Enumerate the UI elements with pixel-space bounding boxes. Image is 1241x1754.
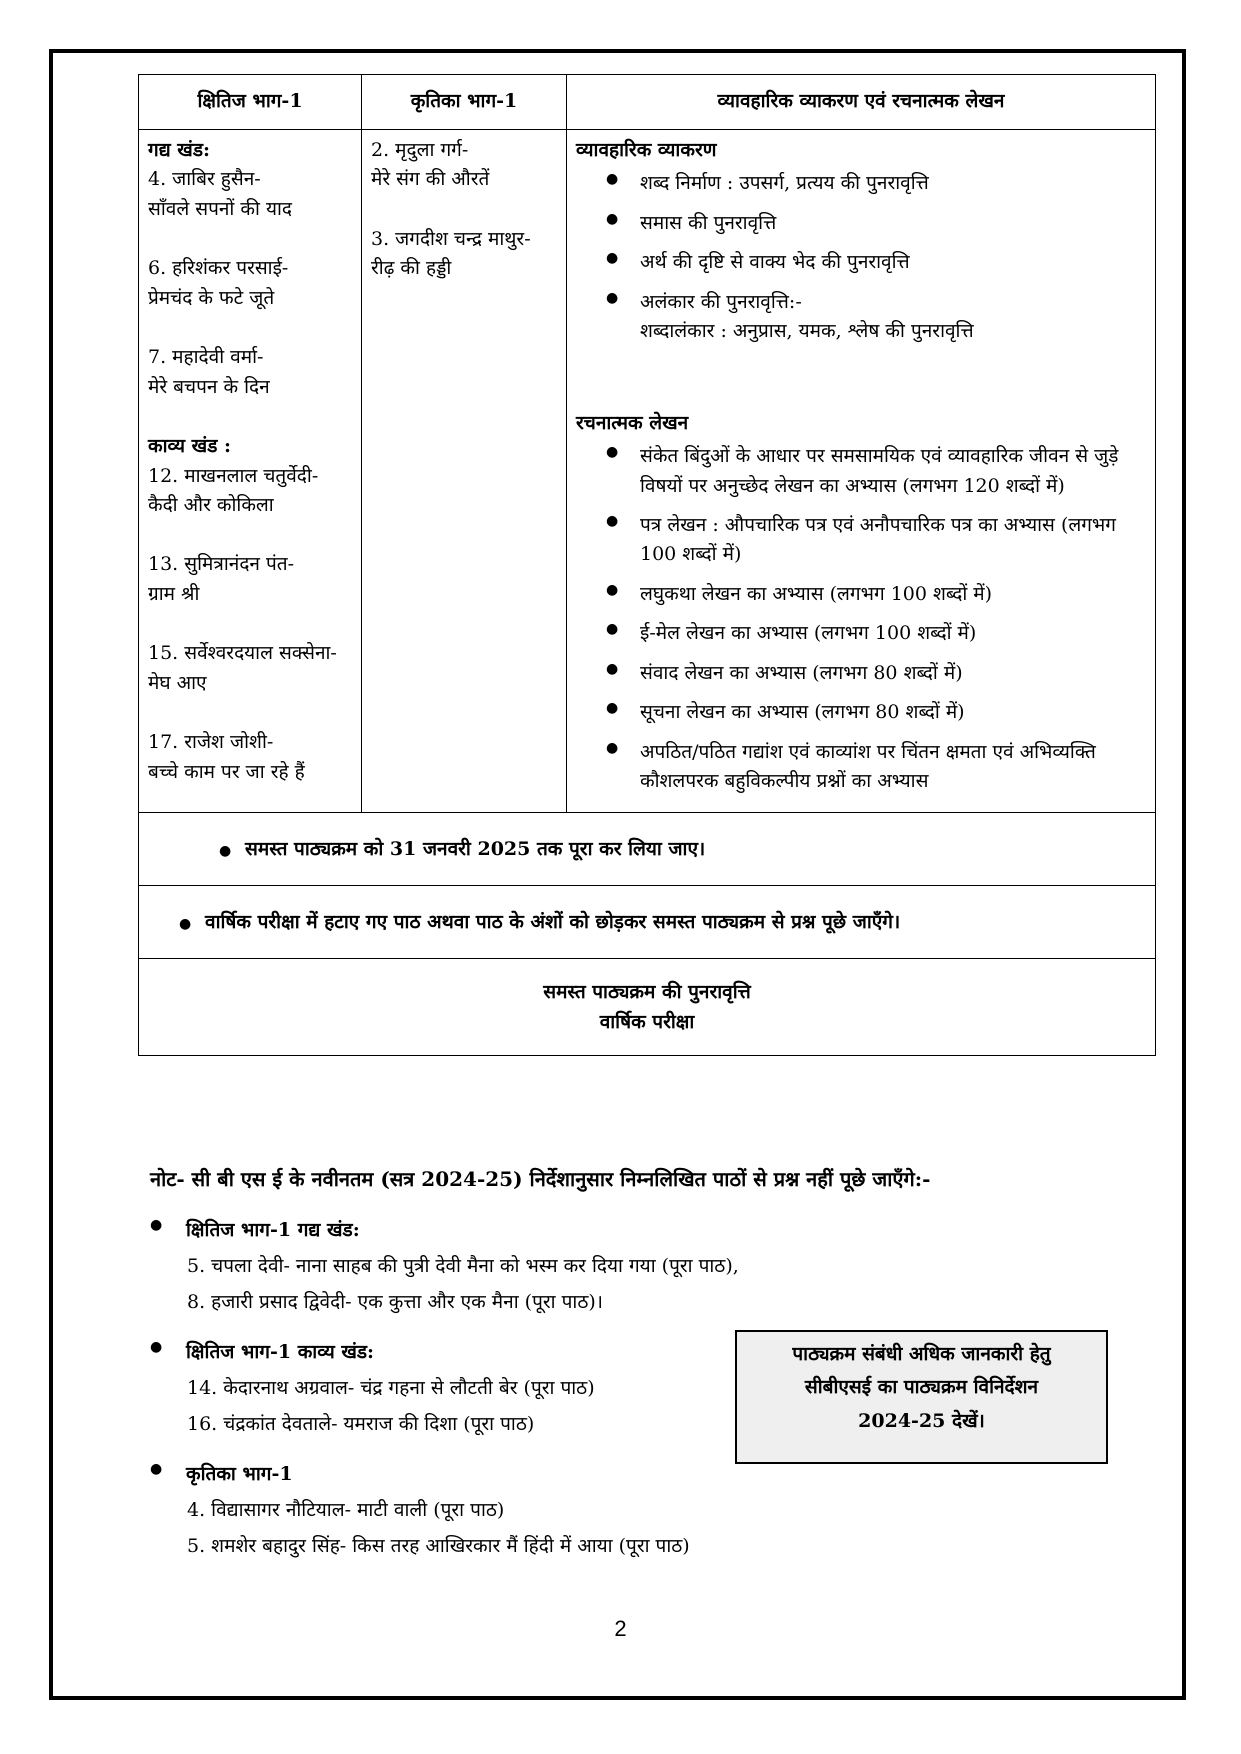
annual-exam-text: वार्षिक परीक्षा (599, 1011, 695, 1034)
exam-row (139, 886, 1156, 959)
lesson-title: मेरे बचपन के दिन (148, 375, 270, 398)
info-line: 2024-25 देखें। (858, 1409, 985, 1432)
list-item: ● समास की पुनरावृत्ति (640, 209, 1146, 238)
lesson-author: 7. महादेवी वर्मा- (148, 346, 264, 369)
lesson-title: मेरे संग की औरतें (371, 168, 490, 191)
list-item: ● ई-मेल लेखन का अभ्यास (लगभग 100 शब्दों में) (640, 619, 1146, 648)
table-header-row (139, 75, 1156, 130)
exam-cell: ● वार्षिक परीक्षा में हटाए गए पाठ अथवा पाठ के अंशों को छोड़कर समस्त पाठ्यक्रम से प्रश्न पूछे जाएँगे। (139, 886, 1156, 959)
excluded-item: 14. केदारनाथ अग्रवाल- चंद्र गहना से लौटती बेर (पूरा पाठ) (187, 1377, 595, 1400)
lesson-author: 17. राजेश जोशी- (148, 731, 274, 754)
info-line: सीबीएसई का पाठ्यक्रम विनिर्देशन (804, 1376, 1039, 1399)
grammar-label: व्यावहारिक व्याकरण (576, 139, 717, 161)
kshitij-cell (139, 130, 362, 813)
excluded-group-3 (150, 1456, 690, 1564)
alankar-detail: शब्दालंकार : अनुप्रास, यमक, श्लेष की पुनरावृत्ति (640, 320, 974, 343)
excluded-item: 8. हजारी प्रसाद द्विवेदी- एक कुत्ता और एक मैना (पूरा पाठ)। (187, 1291, 603, 1314)
lesson-title: रीढ़ की हड्डी (371, 257, 452, 280)
lesson-author: 4. जाबिर हुसैन- (148, 168, 261, 191)
note-heading: नोट- सी बी एस ई के नवीनतम (सत्र 2024-25) निर्देशानुसार निम्नलिखित पाठों से प्रश्न नहीं पूछे जाएँगे:- (150, 1167, 931, 1191)
list-item: ● संकेत बिंदुओं के आधार पर समसामयिक एवं व्यावहारिक जीवन से जुड़े विषयों पर अनुच्छेद लेखन का अभ्यास (लगभग 120 शब्दों में) (640, 442, 1146, 501)
excluded-item: 16. चंद्रकांत देवताले- यमराज की दिशा (पूरा पाठ) (187, 1413, 535, 1436)
complete-cell: ● समस्त पाठ्यक्रम को 31 जनवरी 2025 तक पूरा कर लिया जाए। (139, 813, 1156, 886)
list-item: ● शब्द निर्माण : उपसर्ग, प्रत्यय की पुनरावृत्ति (640, 169, 1146, 198)
revision-text: समस्त पाठ्यक्रम की पुनरावृत्ति (543, 981, 751, 1004)
complete-text: समस्त पाठ्यक्रम को 31 जनवरी 2025 तक पूरा कर लिया जाए। (245, 837, 706, 860)
gadya-label: गद्य खंड: (148, 139, 211, 161)
lesson-author: 6. हरिशंकर परसाई- (148, 257, 289, 280)
excluded-item: 5. चपला देवी- नाना साहब की पुत्री देवी मैना को भस्म कर दिया गया (पूरा पाठ), (187, 1255, 739, 1278)
group-label: ● कृतिका भाग-1 (150, 1456, 690, 1492)
writing-label: रचनात्मक लेखन (576, 411, 689, 434)
info-line: पाठ्यक्रम संबंधी अधिक जानकारी हेतु (792, 1343, 1051, 1365)
excluded-item: 4. विद्यासागर नौटियाल- माटी वाली (पूरा पाठ) (187, 1499, 505, 1522)
lesson-title: बच्चे काम पर जा रहे हैं (148, 760, 305, 783)
lesson-author: 12. माखनलाल चतुर्वेदी- (148, 464, 319, 487)
lesson-title: प्रेमचंद के फटे जूते (148, 286, 275, 309)
header-grammar-writing: व्यावहारिक व्याकरण एवं रचनात्मक लेखन (567, 75, 1156, 130)
info-box (735, 1330, 1108, 1464)
excluded-group-1 (150, 1212, 739, 1320)
lesson-title: ग्राम श्री (148, 582, 200, 605)
exam-text: वार्षिक परीक्षा में हटाए गए पाठ अथवा पाठ के अंशों को छोड़कर समस्त पाठ्यक्रम से प्रश्न पूछे जाएँगे। (205, 910, 901, 933)
header-kritika: कृतिका भाग-1 (362, 75, 567, 130)
list-item: ● लघुकथा लेखन का अभ्यास (लगभग 100 शब्दों में) (640, 580, 1146, 609)
lesson-author: 2. मृदुला गर्ग- (371, 139, 469, 161)
lesson-title: मेघ आए (148, 671, 207, 694)
grammar-list (576, 169, 1146, 346)
group-label: ● क्षितिज भाग-1 काव्य खंड: (150, 1334, 595, 1370)
excluded-item: 5. शमशेर बहादुर सिंह- किस तरह आखिरकार मैं हिंदी में आया (पूरा पाठ) (187, 1535, 690, 1558)
list-item: ● अर्थ की दृष्टि से वाक्य भेद की पुनरावृत्ति (640, 248, 1146, 277)
writing-list (576, 442, 1146, 796)
lesson-title: साँवले सपनों की याद (148, 197, 292, 220)
kritika-cell (362, 130, 567, 813)
table-content-row (139, 130, 1156, 813)
page-number: 2 (614, 1616, 627, 1641)
final-row (139, 959, 1156, 1056)
header-kshitij: क्षितिज भाग-1 (139, 75, 362, 130)
kavya-label: काव्य खंड : (148, 435, 231, 458)
lesson-title: कैदी और कोकिला (148, 493, 274, 516)
list-item: ● पत्र लेखन : औपचारिक पत्र एवं अनौपचारिक पत्र का अभ्यास (लगभग 100 शब्दों में) (640, 511, 1146, 570)
lesson-author: 3. जगदीश चन्द्र माथुर- (371, 227, 531, 250)
complete-row (139, 813, 1156, 886)
list-item: ● संवाद लेखन का अभ्यास (लगभग 80 शब्दों में) (640, 659, 1146, 688)
lesson-author: 13. सुमित्रानंदन पंत- (148, 553, 295, 576)
list-item: ● अपठित/पठित गद्यांश एवं काव्यांश पर चिंतन क्षमता एवं अभिव्यक्ति कौशलपरक बहुविकल्पीय प्रश्नों का अभ्यास (640, 738, 1146, 797)
list-item (640, 288, 1146, 347)
lesson-author: 15. सर्वेश्वरदयाल सक्सेना- (148, 642, 337, 665)
list-item: ● सूचना लेखन का अभ्यास (लगभग 80 शब्दों में) (640, 698, 1146, 727)
alankar-heading: ● अलंकार की पुनरावृत्ति:- (640, 290, 802, 313)
syllabus-table (138, 74, 1156, 1056)
group-label: ● क्षितिज भाग-1 गद्य खंड: (150, 1212, 739, 1248)
final-cell (139, 959, 1156, 1056)
excluded-group-2 (150, 1334, 595, 1442)
grammar-writing-cell (567, 130, 1156, 813)
